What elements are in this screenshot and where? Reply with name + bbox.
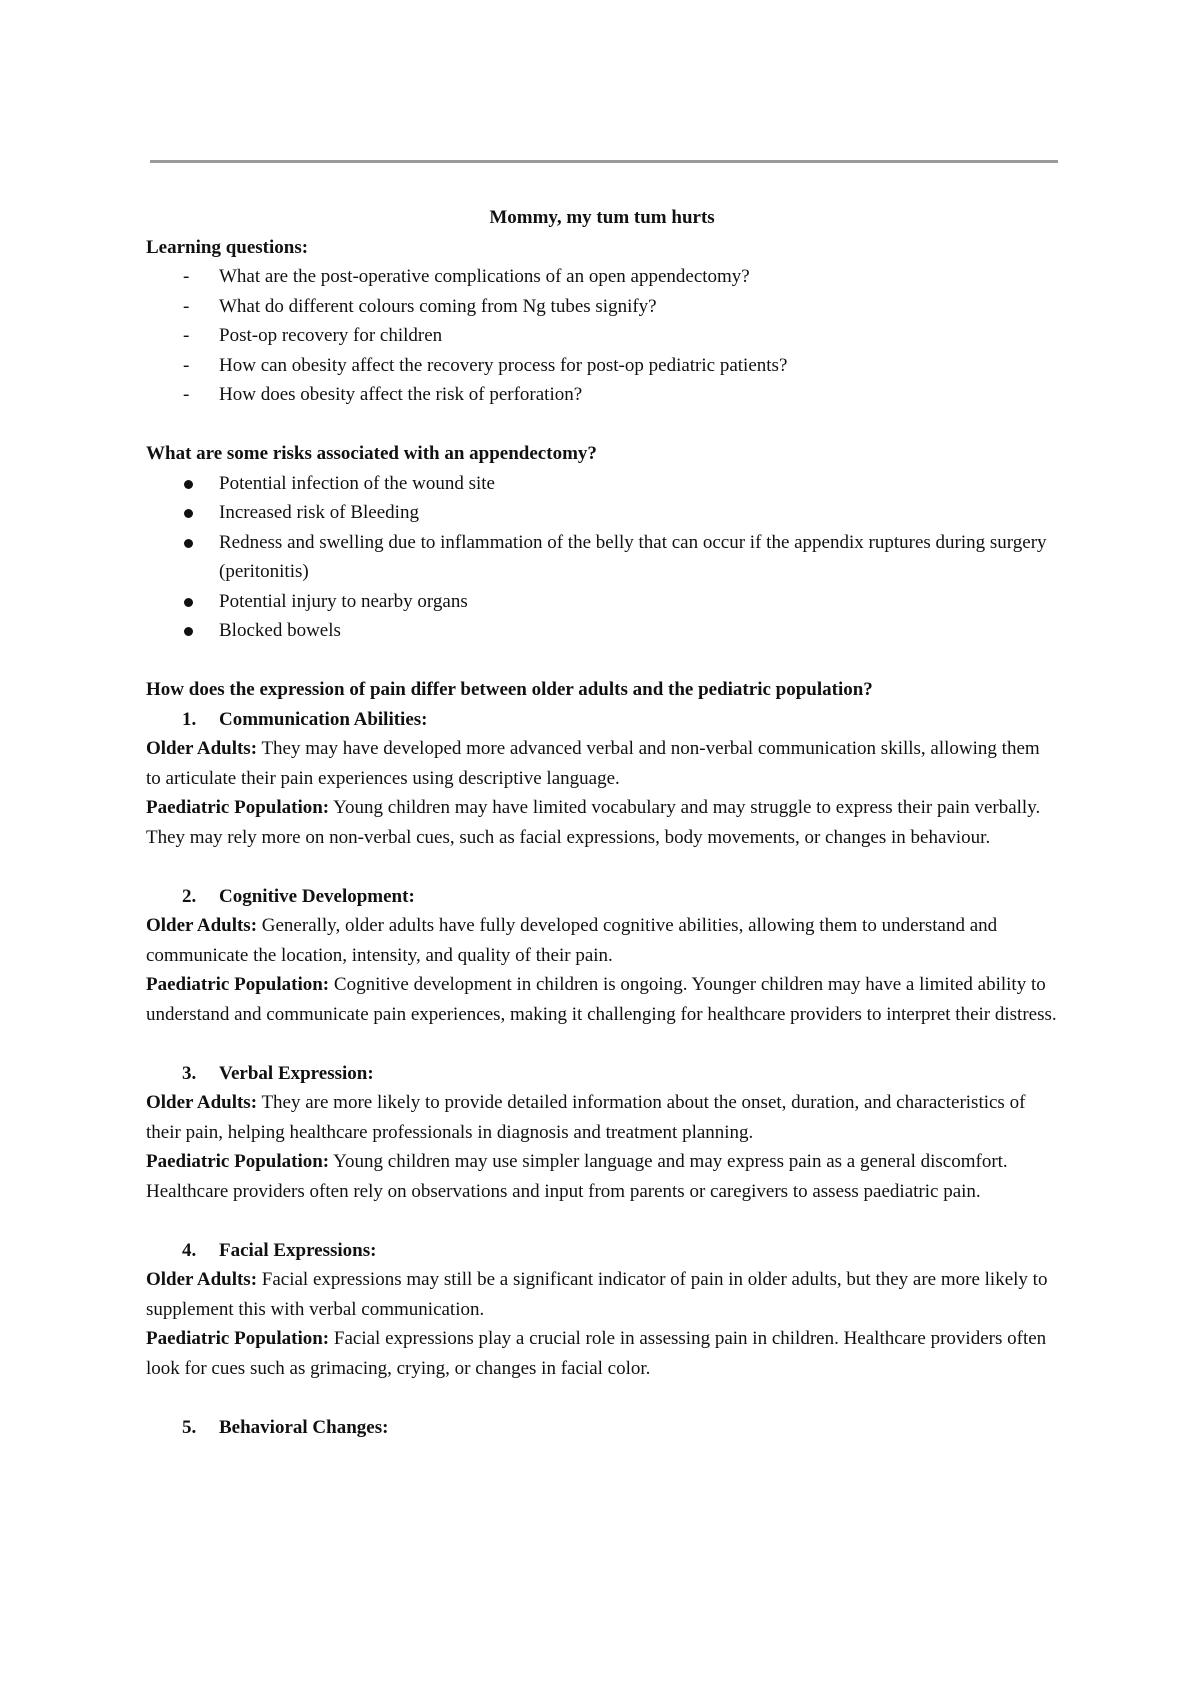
learning-questions-list — [146, 262, 1058, 410]
bullet-icon — [184, 480, 193, 489]
list-item: Blocked bowels — [146, 616, 1058, 646]
section-heading: 4. Facial Expressions: — [182, 1239, 377, 1261]
dash-marker: - — [183, 384, 190, 405]
list-item: - How can obesity affect the recovery process for post-op pediatric patients? — [146, 351, 1058, 381]
list-item: - What do different colours coming from Ng tubes signify? — [146, 292, 1058, 322]
learning-questions-heading: Learning questions: — [146, 236, 309, 258]
pain-section-list — [146, 1413, 1058, 1443]
paediatric-paragraph: Paediatric Population: Facial expressions play a crucial role in assessing pain in children. Healthcare providers often look for cues such as grimacing, crying, or changes in facial color. — [146, 1328, 1047, 1379]
paediatric-paragraph: Paediatric Population: Young children may use simpler language and may express pain as a general discomfort. Healthcare providers often rely on observations and input from parents or caregivers to assess paediatric pain. — [146, 1151, 1008, 1202]
bullet-icon — [184, 627, 193, 636]
list-item: Potential infection of the wound site — [146, 469, 1058, 499]
list-item: - What are the post-operative complications of an open appendectomy? — [146, 262, 1058, 292]
dash-marker: - — [183, 295, 190, 317]
pain-section-list — [146, 1236, 1058, 1266]
section-heading: 1. Communication Abilities: — [182, 708, 428, 730]
older-adults-paragraph: Older Adults: Facial expressions may still be a significant indicator of pain in older adults, but they are more likely to supplement this with verbal communication. — [146, 1269, 1048, 1320]
pain-expression-heading: How does the expression of pain differ between older adults and the pediatric population? — [146, 679, 873, 700]
bullet-icon — [184, 539, 193, 548]
dash-marker: - — [183, 325, 190, 346]
paediatric-paragraph: Paediatric Population: Young children may have limited vocabulary and may struggle to express their pain verbally. They may rely more on non-verbal cues, such as facial expressions, body movements, or changes in behaviour. — [146, 797, 1041, 848]
dash-marker: - — [183, 266, 190, 287]
risks-list — [146, 469, 1058, 646]
paediatric-paragraph: Paediatric Population: Cognitive development in children is ongoing. Younger children may have a limited ability to understand and communicate pain experiences, making it challenging for healthcare providers to interpret their distress. — [146, 974, 1057, 1025]
header-rule — [150, 160, 1058, 163]
list-item: Potential injury to nearby organs — [146, 587, 1058, 617]
older-adults-paragraph: Older Adults: Generally, older adults have fully developed cognitive abilities, allowing them to understand and communicate the location, intensity, and quality of their pain. — [146, 915, 998, 966]
document-page — [146, 203, 1058, 1442]
pain-section-list — [146, 705, 1058, 735]
section-heading: 3. Verbal Expression: — [182, 1062, 374, 1084]
page-title: Mommy, my tum tum hurts — [489, 207, 715, 228]
older-adults-paragraph: Older Adults: They may have developed more advanced verbal and non-verbal communication skills, allowing them to articulate their pain experiences using descriptive language. — [146, 738, 1040, 789]
section-heading: 2. Cognitive Development: — [182, 885, 415, 907]
older-adults-paragraph: Older Adults: They are more likely to provide detailed information about the onset, duration, and characteristics of their pain, helping healthcare professionals in diagnosis and treatment planning. — [146, 1092, 1026, 1143]
list-item: - Post-op recovery for children — [146, 321, 1058, 351]
dash-marker: - — [183, 354, 190, 376]
risks-heading: What are some risks associated with an appendectomy? — [146, 443, 597, 464]
pain-section-list — [146, 1059, 1058, 1089]
list-item: - How does obesity affect the risk of perforation? — [146, 380, 1058, 410]
list-item: Increased risk of Bleeding — [146, 498, 1058, 528]
list-item: Redness and swelling due to inflammation of the belly that can occur if the appendix ruptures during surgery (peritonitis) — [146, 528, 1058, 587]
pain-section-list — [146, 882, 1058, 912]
bullet-icon — [184, 598, 193, 607]
section-heading: 5. Behavioral Changes: — [182, 1416, 389, 1438]
bullet-icon — [184, 509, 193, 518]
